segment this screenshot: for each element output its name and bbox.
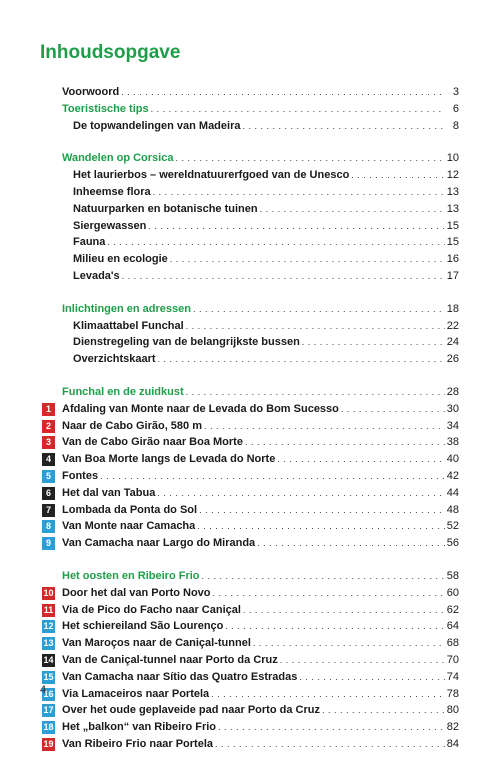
route-number-badge: 19 [43, 738, 54, 749]
toc-entry-page: 26 [446, 353, 459, 366]
toc-entry-label: Inlichtingen en adressen [62, 302, 191, 315]
toc-entry-label: Van Monte naar Camacha [62, 520, 196, 533]
toc-entry-label: Dienstregeling van de belangrijkste bussen [73, 336, 300, 349]
toc-entry[interactable] [62, 251, 459, 268]
toc-entry[interactable] [62, 318, 459, 335]
dot-leader [193, 301, 445, 318]
dot-leader [158, 351, 445, 368]
toc-section-heading[interactable] [62, 101, 459, 118]
toc-section [62, 150, 459, 284]
dot-leader [277, 451, 444, 468]
toc-entry-page: 52 [446, 520, 459, 533]
route-number-badge: 13 [43, 638, 54, 649]
dot-leader [257, 535, 445, 552]
dot-leader [186, 318, 445, 335]
toc-entry-label: Afdaling van Monte naar de Levada do Bom Sucesso [62, 402, 339, 415]
dot-leader [199, 502, 445, 519]
toc-entry[interactable] [62, 351, 459, 368]
toc-section-heading[interactable] [62, 568, 459, 585]
dot-leader [245, 434, 445, 451]
toc-entry-page: 56 [446, 537, 459, 550]
toc-entry-page: 3 [452, 86, 459, 98]
dot-leader [170, 251, 445, 268]
toc-entry-label: Klimaattabel Funchal [73, 319, 184, 332]
route-number-badge: 10 [43, 587, 54, 598]
toc-entry-page: 62 [446, 603, 459, 616]
dot-leader [186, 384, 445, 401]
route-number-badge: 7 [42, 504, 55, 517]
toc-entry-label: Van Maroços naar de Caniçal-tunnel [62, 637, 251, 650]
toc-entry[interactable] [43, 686, 459, 703]
toc-entry[interactable] [62, 84, 459, 101]
toc-entry-label: Toeristische tips [62, 102, 149, 115]
toc-entry-label: Funchal en de zuidkust [62, 385, 184, 398]
route-number-badge: 6 [42, 487, 55, 500]
toc-entry-page: 78 [446, 687, 459, 700]
toc-entry-page: 15 [446, 219, 459, 232]
toc-section-heading[interactable] [62, 301, 459, 318]
toc-entry-label: Het dal van Tabua [62, 486, 156, 499]
dot-leader [197, 518, 444, 535]
dot-leader [260, 201, 445, 218]
toc-entry-page: 16 [446, 253, 459, 266]
toc-entry[interactable] [45, 535, 459, 552]
dot-leader [107, 234, 444, 251]
toc-entry[interactable] [45, 502, 459, 519]
dot-leader [322, 702, 445, 719]
toc-section [62, 84, 459, 134]
toc-entry[interactable] [43, 719, 459, 736]
dot-leader [153, 184, 445, 201]
dot-leader [211, 686, 445, 703]
dot-leader [213, 585, 445, 602]
toc-entry-page: 13 [446, 185, 459, 198]
toc-entry-page: 42 [446, 469, 459, 482]
toc-entry-page: 22 [446, 319, 459, 332]
page-number: 4 [40, 684, 47, 696]
toc-entry[interactable] [45, 468, 459, 485]
toc-entry-label: Levada's [73, 269, 120, 282]
dot-leader [175, 150, 444, 167]
toc-entry[interactable] [43, 652, 459, 669]
toc-entry-page: 58 [446, 569, 459, 582]
toc-entry[interactable] [62, 334, 459, 351]
dot-leader [243, 602, 445, 619]
route-number-badge: 1 [42, 403, 55, 416]
toc-entry[interactable] [43, 736, 459, 753]
toc-entry[interactable] [45, 418, 459, 435]
toc-entry-page: 30 [446, 402, 459, 415]
toc-entry-label: Natuurparken en botanische tuinen [73, 202, 258, 215]
route-number-badge: 18 [43, 722, 54, 733]
toc-section [62, 301, 459, 368]
route-number-badge: 12 [43, 621, 54, 632]
dot-leader [351, 167, 444, 184]
toc-entry-page: 28 [446, 385, 459, 398]
toc-entry-label: Fauna [73, 236, 106, 249]
toc-entry[interactable] [62, 268, 459, 285]
dot-leader [242, 118, 445, 135]
toc-entry-page: 15 [446, 236, 459, 249]
dot-leader [299, 669, 444, 686]
toc-entry-label: Het oosten en Ribeiro Frio [62, 569, 200, 582]
route-number-badge: 14 [43, 654, 54, 665]
toc-section-heading[interactable] [62, 150, 459, 167]
dot-leader [218, 719, 445, 736]
toc-section [43, 568, 459, 753]
dot-leader [225, 618, 444, 635]
toc-entry-label: Het „balkon“ van Ribeiro Frio [62, 721, 217, 734]
route-number-badge: 4 [42, 453, 55, 466]
toc-entry-label: De topwandelingen van Madeira [73, 119, 241, 132]
dot-leader [157, 485, 444, 502]
toc-entry-label: Inheemse flora [73, 185, 151, 198]
toc-entry-page: 6 [452, 102, 459, 115]
toc-entry[interactable] [45, 401, 459, 418]
toc-entry-label: Door het dal van Porto Novo [62, 586, 211, 599]
toc-entry-page: 13 [446, 202, 459, 215]
toc-entry-page: 40 [446, 453, 459, 466]
route-number-badge: 15 [43, 671, 54, 682]
toc-entry[interactable] [62, 118, 459, 135]
dot-leader [215, 736, 445, 753]
toc-entry-label: Het schiereiland São Lourenço [62, 620, 224, 633]
toc-section-heading[interactable] [62, 384, 459, 401]
toc-entry-label: Via Lamaceiros naar Portela [62, 687, 210, 700]
route-number-badge: 17 [43, 705, 54, 716]
toc-entry[interactable] [45, 451, 459, 468]
toc-entry-page: 68 [446, 637, 459, 650]
dot-leader [253, 635, 445, 652]
route-number-badge: 2 [42, 420, 55, 433]
toc-entry[interactable] [45, 434, 459, 451]
route-number-badge: 16 [43, 688, 54, 699]
dot-leader [148, 218, 444, 235]
dot-leader [202, 568, 445, 585]
toc-entry-page: 10 [446, 152, 459, 165]
dot-leader [121, 84, 445, 101]
toc-entry[interactable] [43, 669, 459, 686]
toc-entry-page: 82 [446, 721, 459, 734]
toc-entry-page: 60 [446, 586, 459, 599]
toc-entry[interactable] [43, 585, 459, 602]
route-number-badge: 11 [43, 604, 54, 615]
toc-entry[interactable] [43, 602, 459, 619]
dot-leader [341, 401, 445, 418]
dot-leader [302, 334, 445, 351]
toc-entry-page: 34 [446, 419, 459, 432]
toc-entry-page: 44 [446, 486, 459, 499]
toc-entry[interactable] [45, 518, 459, 535]
toc-entry[interactable] [62, 201, 459, 218]
toc-entry-page: 48 [446, 503, 459, 516]
toc-entry-label: Lombada da Ponta do Sol [62, 503, 198, 516]
dot-leader [122, 268, 445, 285]
route-number-badge: 3 [42, 436, 55, 449]
toc-entry-label: Wandelen op Corsica [62, 152, 174, 165]
page-title: Inhoudsopgave [40, 42, 181, 63]
route-number-badge: 8 [42, 520, 55, 533]
toc-section [45, 384, 459, 552]
toc-entry[interactable] [62, 218, 459, 235]
toc-entry-label: Over het oude geplaveide pad naar Porto da Cruz [62, 704, 320, 717]
toc-entry-page: 12 [446, 169, 459, 182]
toc-entry-label: Van de Caniçal-tunnel naar Porto da Cruz [62, 653, 278, 666]
dot-leader [100, 468, 445, 485]
dot-leader [204, 418, 445, 435]
toc-entry-page: 8 [452, 119, 459, 132]
dot-leader [280, 652, 445, 669]
toc-entry[interactable] [45, 485, 459, 502]
toc-entry-label: Naar de Cabo Girão, 580 m [62, 419, 202, 432]
toc-entry-label: Milieu en ecologie [73, 253, 168, 266]
toc-entry-page: 24 [446, 336, 459, 349]
toc-entry[interactable] [43, 702, 459, 719]
toc-entry-label: Siergewassen [73, 219, 147, 232]
dot-leader [151, 101, 445, 118]
toc-entry-page: 64 [446, 620, 459, 633]
toc-entry[interactable] [62, 184, 459, 201]
toc-entry[interactable] [43, 635, 459, 652]
toc-entry-label: Van Boa Morte langs de Levada do Norte [62, 453, 276, 466]
toc-entry-page: 74 [446, 670, 459, 683]
toc-entry-label: Voorwoord [62, 86, 120, 98]
toc-entry-page: 80 [446, 704, 459, 717]
toc-entry-page: 70 [446, 653, 459, 666]
toc-entry-label: Het laurierbos – wereldnatuurerfgoed van de Unesco [73, 169, 350, 182]
route-number-badge: 9 [42, 537, 55, 550]
toc-entry-label: Van Camacha naar Sítio das Quatro Estradas [62, 670, 298, 683]
toc-entry[interactable] [43, 618, 459, 635]
toc-entry[interactable] [62, 234, 459, 251]
route-number-badge: 5 [42, 470, 55, 483]
toc-entry-label: Van Ribeiro Frio naar Portela [62, 737, 213, 750]
toc-entry-page: 38 [446, 436, 459, 449]
toc-entry-label: Van de Cabo Girão naar Boa Morte [62, 436, 243, 449]
toc-entry-page: 84 [446, 737, 459, 750]
toc-entry-page: 17 [446, 269, 459, 282]
toc-entry-label: Via de Pico do Facho naar Caniçal [62, 603, 241, 616]
table-of-contents [43, 84, 459, 769]
toc-entry-label: Overzichtskaart [73, 353, 156, 366]
toc-entry[interactable] [62, 167, 459, 184]
toc-entry-page: 18 [446, 302, 459, 315]
toc-entry-label: Van Camacha naar Largo do Miranda [62, 537, 256, 550]
toc-entry-label: Fontes [62, 469, 99, 482]
